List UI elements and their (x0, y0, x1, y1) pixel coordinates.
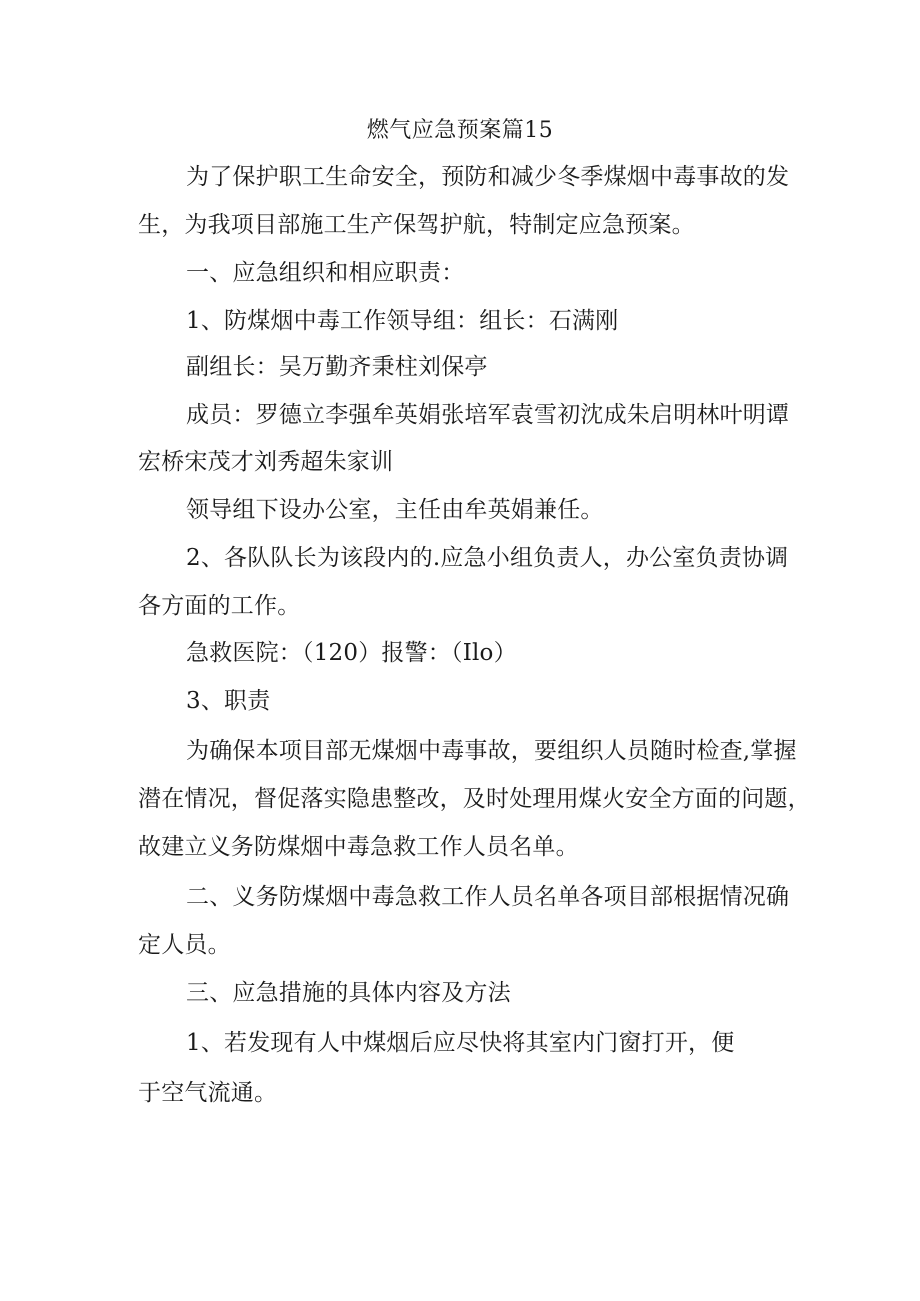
paragraph-line: 副组长：吴万勤齐秉柱刘保亭 (186, 354, 488, 380)
paragraph-line: 2、各队队长为该段内的.应急小组负责人，办公室负责协调 (186, 545, 789, 571)
section-heading: 3、职责 (186, 688, 271, 714)
paragraph-line: 生，为我项目部施工生产保驾护航，特制定应急预案。 (138, 212, 695, 238)
paragraph-line: 为确保本项目部无煤烟中毒事故，要组织人员随时检查,掌握 (186, 738, 797, 764)
paragraph-line: 潜在情况，督促落实隐患整改，及时处理用煤火安全方面的问题， (138, 786, 811, 812)
paragraph-line: 为了保护职工生命安全，预防和减少冬季煤烟中毒事故的发 (186, 164, 790, 190)
document-title: 燃气应急预案篇15 (366, 118, 554, 143)
paragraph-line: 故建立义务防煤烟中毒急救工作人员名单。 (138, 834, 579, 860)
section-heading: 二、义务防煤烟中毒急救工作人员名单各项目部根据情况确 (186, 884, 790, 910)
paragraph-line: 各方面的工作。 (138, 593, 301, 619)
paragraph-line: 1、防煤烟中毒工作领导组：组长：石满刚 (186, 308, 619, 334)
paragraph-line: 成员：罗德立李强牟英娟张培军袁雪初沈成朱启明林叶明谭 (186, 402, 790, 428)
paragraph-line: 领导组下设办公室，主任由牟英娟兼任。 (186, 497, 604, 523)
paragraph-line: 宏桥宋茂才刘秀超朱家训 (138, 449, 394, 475)
section-heading: 三、应急措施的具体内容及方法 (186, 980, 511, 1006)
paragraph-line: 于空气流通。 (138, 1080, 278, 1106)
paragraph-line: 定人员。 (138, 932, 231, 958)
paragraph-line: 1、若发现有人中煤烟后应尽快将其室内门窗打开，便 (186, 1030, 735, 1056)
section-heading: 一、应急组织和相应职责： (186, 260, 465, 286)
paragraph-line: 急救医院：（120）报警：（Ilo） (186, 640, 517, 666)
